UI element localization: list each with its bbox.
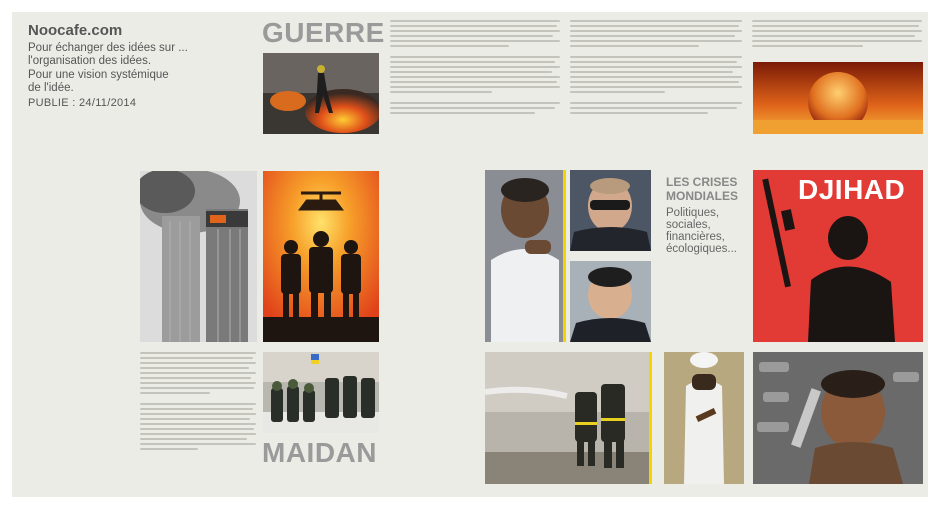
heading-djihad[interactable]: DJIHAD <box>798 174 906 205</box>
heading-guerre[interactable]: GUERRE <box>262 17 385 48</box>
yellow-accent-bar-2 <box>649 352 652 484</box>
armed-man-photo[interactable] <box>664 352 744 484</box>
heading-maidan[interactable]: MAIDAN <box>262 437 377 468</box>
crises-item-3: financières, <box>666 231 725 243</box>
twin-towers-photo[interactable] <box>140 171 257 342</box>
obama-photo[interactable] <box>485 170 565 342</box>
firefighters-photo[interactable] <box>485 352 651 484</box>
crises-title[interactable] <box>666 175 738 203</box>
putin-photo[interactable] <box>570 170 651 251</box>
leader-head-down-image <box>570 261 651 342</box>
crises-title-line-1: LES CRISES <box>666 175 738 189</box>
article-text-column-3 <box>752 20 922 56</box>
tagline-line-3: Pour une vision systémique <box>28 69 169 81</box>
armed-man-image <box>664 352 744 484</box>
publish-date: PUBLIE : 24/11/2014 <box>28 97 137 109</box>
article-text-column-2 <box>570 20 742 132</box>
yellow-accent-bar-1 <box>563 170 566 342</box>
tagline-line-1: Pour échanger des idées sur ... <box>28 42 188 54</box>
crises-item-2: sociales, <box>666 219 711 231</box>
article-text-column-1 <box>390 20 560 132</box>
leader-sunglasses-image <box>570 170 651 251</box>
child-with-gun-photo[interactable] <box>753 352 923 484</box>
firefighters-image <box>485 352 651 484</box>
maidan-protest-photo[interactable] <box>263 352 379 433</box>
burning-planet-image <box>753 62 923 134</box>
child-with-gun-image <box>753 352 923 484</box>
soldiers-silhouette-image <box>263 171 379 342</box>
crises-title-line-2: MONDIALES <box>666 189 738 203</box>
burning-planet-photo[interactable] <box>753 62 923 134</box>
maidan-text-column <box>140 352 256 464</box>
twin-towers-image <box>140 171 257 342</box>
crises-item-4: écologiques... <box>666 243 737 255</box>
leader-portrait-image <box>485 170 565 342</box>
site-title[interactable]: Noocafe.com <box>28 22 123 39</box>
xi-jinping-photo[interactable] <box>570 261 651 342</box>
tagline-line-2: l'organisation des idées. <box>28 55 152 67</box>
riot-police-image <box>263 352 379 433</box>
soldiers-silhouette-photo[interactable] <box>263 171 379 342</box>
riot-fire-image <box>263 53 379 134</box>
tagline-line-4: de l'idée. <box>28 82 74 94</box>
crises-item-1: Politiques, <box>666 207 720 219</box>
war-riot-photo[interactable] <box>263 53 379 134</box>
